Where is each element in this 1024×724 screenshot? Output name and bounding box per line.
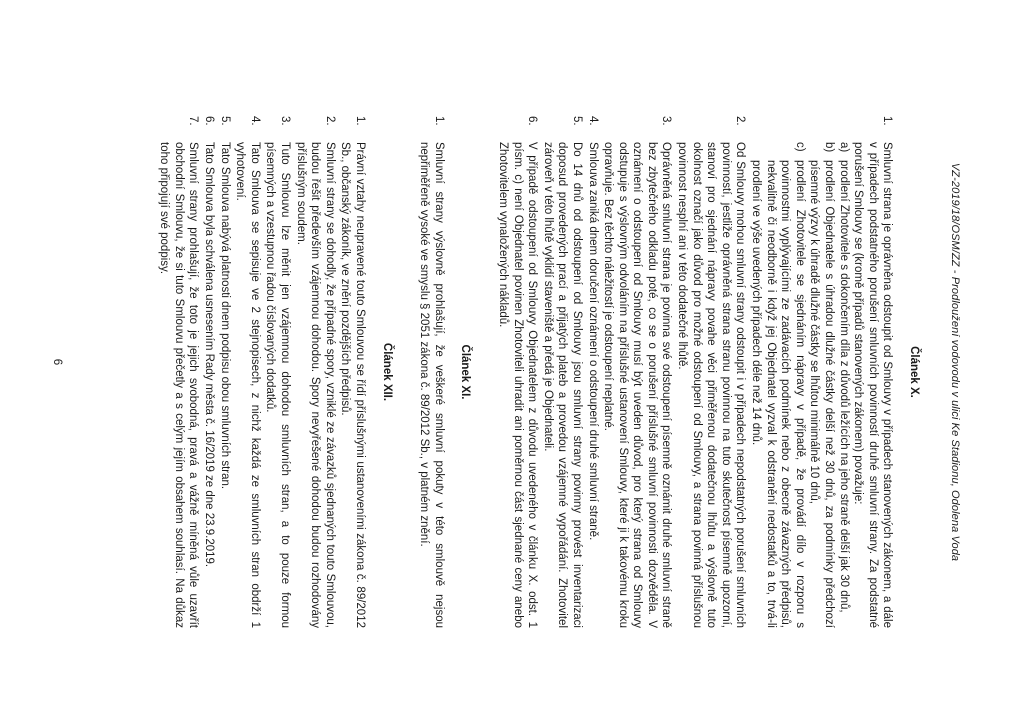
article-paragraph [675,116,748,628]
paragraph-number: 5. [218,116,231,126]
paragraph-number: 4. [248,116,261,126]
paragraph-text: Od Smlouvy mohou smluvní strany odstoupit i v případech nepodstatných porušení smluvních povinností, jestliže oprávněná strana stranu povinnou na tuto skutečnost písemně upozorní, stanoví pro sjednání nápravy povahe věci přiměřenou dodatečnou lhůtu a výslovně tuto okolnost označí jako důvod pro možné odstoupení od Smlouvy, a strana povinná příslušnou povinnost nesplní ani v této dodatečné lhůtě. [676,142,747,628]
article-paragraph [201,116,216,628]
paragraph-text: Smluvní strany se dohodly, že případné spory, vzniklé ze závazků sjednaných touto Smlouvou, budou řešit především vzájemnou dohodou. Spory nevyřešené dohodou budou rozhodovány příslušným soudem. [294,142,336,628]
sub-point-letter: a) [837,142,850,153]
document-body [156,116,921,628]
paragraph-text: Smluvní strany prohlašují, že toto je jejich svobodná, pravá a vážně míněná vůle uzavřít obchodní Smlouvu, že si tuto Smlouvu přečetly a s celým jejím obsahem souhlasí. Na důkaz toho připojují své podpisy. [158,142,200,628]
page-number: 6 [51,358,63,366]
paragraph-text: Tato Smlouva se sepisuje ve 2 stejnopisech, z nichž každá ze smluvních stran obdrží 1 vyhotovení. [234,142,261,628]
article-title: Článek XI. [459,344,472,400]
paragraph-number: 7. [187,116,200,126]
paragraph-text: Tato Smlouva nabývá platnosti dnem podpisu obou smluvních stran. [218,142,231,490]
paragraph-text: V případě odstoupení od Smlouvy Objednatelem z důvodu uvedeného v článku X. odst. 1 písm. c) není Objednatel povinen Zhotoviteli uhradit ani poměrnou část sjednané ceny anebo Zhotovitelem vynaložených nákladů. [496,142,539,628]
paragraph-number: 1. [432,116,445,126]
article-paragraph [585,116,600,628]
paragraph-text: Smlouva zaniká dnem doručení oznámení o odstoupení druhé smluvní straně. [586,142,599,541]
paragraph-text: Tuto Smlouvu lze měnit jen vzájemnou dohodou smluvních stran, a to pouze formou písemných a vzestupnou řadou číslovaných dodatků. [264,142,292,628]
paragraph-number: 4. [586,116,599,126]
sub-point [807,142,836,628]
article-paragraph [601,116,674,628]
paragraph-number: 2. [734,116,747,126]
paragraph-text: Tato Smlouva byla schválena usnesením Rady města č. 16/2019 ze dne 23.9.2019. [203,142,216,568]
article-title: Článek X. [908,346,920,398]
article-paragraph [233,116,262,628]
paragraph-number: 2. [323,116,336,126]
sub-point-letter: c) [793,142,806,152]
article-paragraph [217,116,232,628]
article-paragraph [293,116,337,628]
sub-point-text: prodlení Zhotovitele s dokončením díla z důvodů ležících na jeho straně delší jak 30 dnů, [837,160,850,613]
paragraph-text: Do 14 dnů od odstoupení od Smlouvy jsou smluvní strany povinny provést inventarizaci doposud provedených prací a přijatých plateb a provedou vzájemné vypořádání. Zhotovitel zároveň v této lhůtě vyklidí staveniště a předá je Objednateli. [541,142,583,628]
paragraph-number: 1. [354,116,366,126]
paragraph-number: 1. [881,116,894,126]
article-spacer [394,116,416,628]
article-paragraph [540,116,584,628]
document-header: VZ-2019/18/OSM/ZZ - Prodloužení vodovodu v ulici Ke Stadionu, Odolena Voda [949,162,961,562]
paragraph-text: Smluvní strana je oprávněna odstoupit od Smlouvy v případech stanovených zákonem, a dále v případech podstatného porušení smluvních povinností druhé smluvní strany. Za podstatné porušení Smlouvy se (kromě případů stanovených zákonem) považuje: [852,142,894,628]
sub-point [748,142,806,628]
sub-point [836,142,851,628]
article-title: Článek XII. [380,342,393,402]
paragraph-number: 6. [203,116,216,126]
sub-point-text: prodlení Zhotovitele se sjednáním nápravy v případě, že provádí dílo v rozporu s povinnostmi vyplývajícími ze zadávacích podmínek nebo z obecně závazných předpisů, nekvalitně či neodborně i když jej Objednatel vyzval k odstranění nedostatků a to, trvá-li prodlení ve výše uvedených případech déle než 14 dnů. [750,160,806,628]
paragraph-number: 3. [279,116,292,126]
paragraph-number: 3. [660,116,673,126]
paragraph-number: 6. [526,116,539,126]
paragraph-text: Oprávněná smluvní strana je povinna své odstoupení písemně oznámit druhé smluvní straně bez zbytečného odkladu poté, co se o porušení příslušné smluvní povinnosti dozvěděla. V oznámení o odstoupení od Smlouvy musí být uveden důvod, pro který strana od Smlouvy odstupuje s výslovným odvoláním na příslušné ustanovení Smlouvy, které ji k takovému kroku opravňuje. Bez těchto náležitostí je odstoupení neplatné. [602,142,673,628]
sub-point-letter: b) [823,142,836,153]
article-paragraph [495,116,539,628]
article-paragraph [338,116,367,628]
article-paragraph [748,116,894,628]
paragraph-text: Smluvní strany výslovně prohlašují, že veškeré smluvní pokuty v této smlouvě nejsou nepřiměřeně vysoké ve smyslu § 2051 zákona č. 89/2012 Sb., v platném znění. [418,142,445,628]
article-spacer [472,116,494,628]
paragraph-number: 5. [570,116,583,126]
article-paragraph [157,116,201,628]
paragraph-text: Právní vztahy neupravené touto Smlouvou se řídí příslušnými ustanoveními zákona č. 89/2012 Sb., občanský zákoník, ve znění pozdějších předpisů. [339,142,366,628]
sub-point-text: prodlení Objednatele s úhradou dlužné částky delší než 30 dnů, za podmínky předchozí písemné výzvy k úhradě dlužné částky se lhůtou minimálně 10 dnů, [808,160,836,628]
article-paragraph [417,116,446,628]
article-paragraph [263,116,292,628]
